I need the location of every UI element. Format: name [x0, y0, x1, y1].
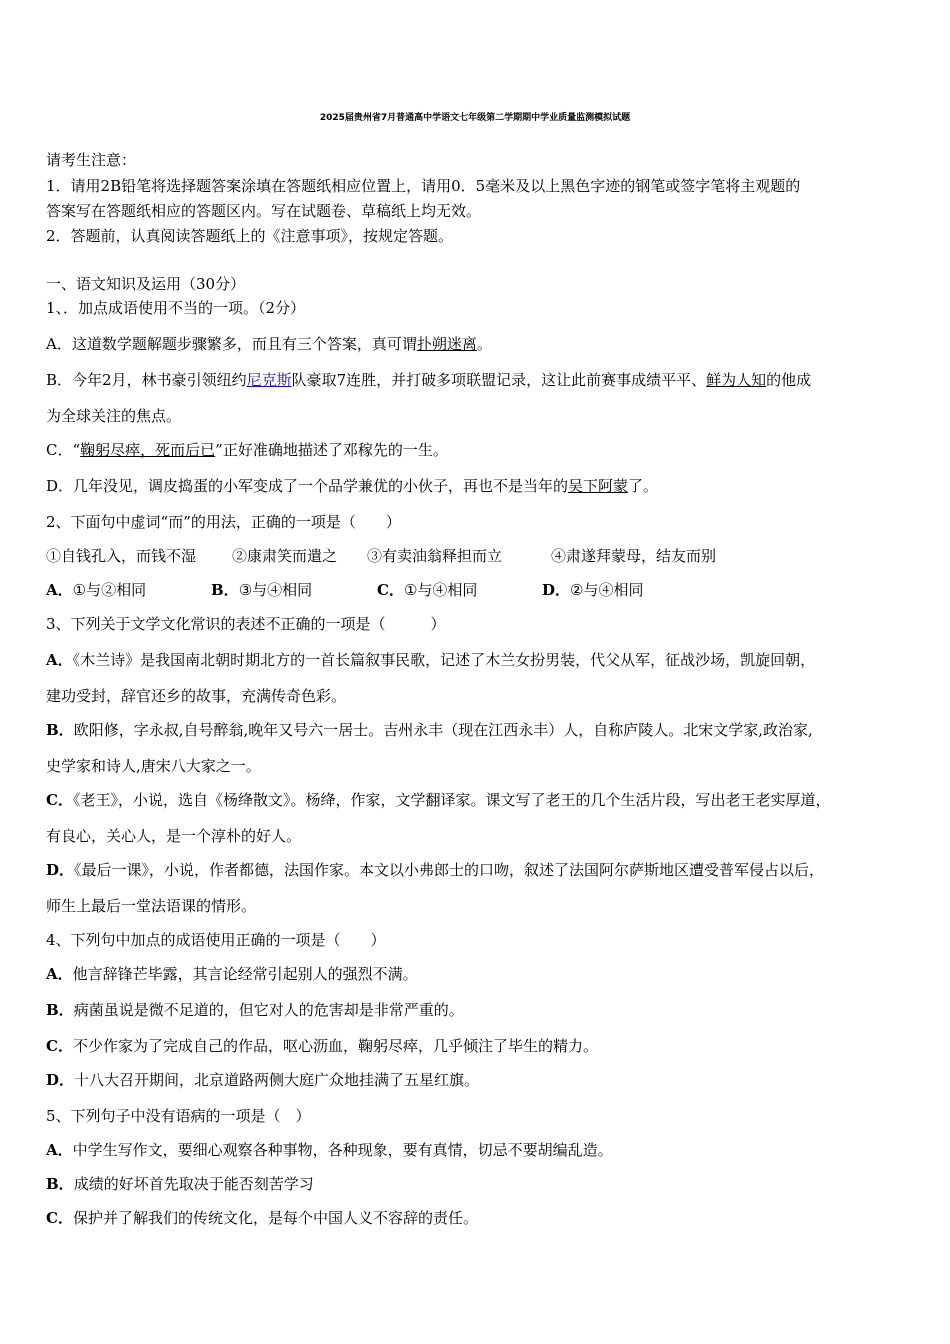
- q3-b-key: B．: [46, 721, 74, 739]
- q4-option-d: [46, 1070, 479, 1090]
- q3-option-c-line-2: 有良心，关心人，是一个淳朴的好人。: [46, 827, 302, 845]
- q1-option-a: [46, 334, 492, 354]
- q1-c-idiom: 鞠躬尽瘁，死而后已: [80, 441, 216, 459]
- q2-d-text: ②与④相同: [570, 581, 644, 599]
- q5-option-c: [46, 1208, 478, 1228]
- q3-c-line-1: 《老王》，小说，选自《杨绛散文》。杨绛，作家，文学翻译家。课文写了老王的几个生活片段，写出老王老实厚道，: [72, 791, 831, 809]
- q3-option-b-line-2: 史学家和诗人,唐宋八大家之一。: [46, 757, 261, 775]
- notice-item-1-line-1: 1．请用2B铅笔将选择题答案涂填在答题纸相应位置上，请用0．5毫米及以上黑色字迹的钢笔或签字笔将主观题的: [46, 177, 801, 195]
- q4-c-text: 不少作家为了完成自己的作品，呕心沥血，鞠躬尽瘁，几乎倾注了毕生的精力。: [72, 1037, 598, 1055]
- q5-b-key: B．: [46, 1175, 74, 1193]
- section-heading: 一、语文知识及运用（30分）: [46, 275, 246, 293]
- q3-option-a-line-2: 建功受封，辞官还乡的故事，充满传奇色彩。: [46, 687, 347, 705]
- q1-d-text: D．几年没见，调皮捣蛋的小军变成了一个品学兼优的小伙子，再也不是当年的: [46, 477, 569, 495]
- q3-option-a: [46, 650, 815, 670]
- q5-stem: 5、下列句子中没有语病的一项是（ ）: [46, 1107, 311, 1125]
- q4-stem: 4、下列句中加点的成语使用正确的一项是（ ）: [46, 931, 386, 949]
- q4-d-key: D．: [46, 1071, 75, 1089]
- q4-option-b: [46, 1000, 464, 1020]
- q3-option-d: [46, 860, 824, 880]
- q4-c-key: C．: [46, 1037, 73, 1055]
- q2-a-key: A．: [46, 581, 73, 599]
- q3-b-line-1: 欧阳修，字永叔,自号醉翁,晚年又号六一居士。吉州永丰（现在江西永丰）人，自称庐陵人。北宋文学家,政治家,: [73, 721, 813, 739]
- q4-a-key: A．: [46, 965, 73, 983]
- page-title: 2025届贵州省7月普通高中学语文七年级第二学期期中学业质量监测模拟试题: [319, 113, 631, 123]
- q2-c-key: C．: [377, 581, 404, 599]
- q2-option-d: [542, 580, 643, 600]
- q3-option-d-line-2: 师生上最后一堂法语课的情形。: [46, 897, 257, 915]
- q1-d-idiom: 吴下阿蒙: [568, 477, 629, 495]
- q2-options: [46, 580, 643, 600]
- q1-b-idiom: 鲜为人知: [706, 371, 767, 389]
- q2-option-a: [46, 580, 211, 600]
- q3-stem: 3、下列关于文学文化常识的表述不正确的一项是（ ）: [46, 615, 446, 633]
- q1-d-end: 了。: [628, 477, 659, 495]
- q3-a-key: A．: [46, 651, 73, 669]
- q1-a-text: A．这道数学题解题步骤繁多，而且有三个答案，真可谓: [46, 335, 417, 353]
- q3-option-b: [46, 720, 813, 740]
- q4-b-key: B．: [46, 1001, 74, 1019]
- q5-c-key: C．: [46, 1209, 73, 1227]
- q4-b-text: 病菌虽说是微不足道的，但它对人的危害却是非常严重的。: [73, 1001, 464, 1019]
- q3-a-line-1: 《木兰诗》是我国南北朝时期北方的一首长篇叙事民歌，记述了木兰女扮男装，代父从军，征战沙场，凯旋回朝，: [72, 651, 816, 669]
- notice-item-1-line-2: 答案写在答题纸相应的答题区内。写在试题卷、草稿纸上均无效。: [46, 202, 482, 220]
- q5-b-text: 成绩的好坏首先取决于能否刻苦学习: [73, 1175, 314, 1193]
- q3-d-key: D．: [46, 861, 75, 879]
- q1-option-b-line-2: 为全球关注的焦点。: [46, 407, 182, 425]
- q5-option-a: [46, 1140, 613, 1160]
- q1-option-d: [46, 476, 658, 496]
- q2-sentence-3: ③有卖油翁释担而立: [367, 547, 503, 565]
- q5-c-text: 保护并了解我们的传统文化，是每个中国人义不容辞的责任。: [72, 1209, 478, 1227]
- q5-a-text: 中学生写作文，要细心观察各种事物，各种现象，要有真情，切忌不要胡编乱造。: [72, 1141, 613, 1159]
- q3-d-line-1: 《最后一课》，小说，作者都德，法国作家。本文以小弗郎士的口吻，叙述了法国阿尔萨斯地区遭受普军侵占以后，: [74, 861, 825, 879]
- q2-b-key: B．: [211, 581, 239, 599]
- q5-a-key: A．: [46, 1141, 73, 1159]
- q4-option-c: [46, 1036, 598, 1056]
- q1-a-end: 。: [476, 335, 492, 353]
- q3-option-c: [46, 790, 830, 810]
- q2-sentence-2: ②康肃笑而遣之: [232, 547, 338, 565]
- q1-b-end: 的他成: [766, 371, 812, 389]
- q2-sentence-4: ④肃遂拜蒙母，结友而别: [551, 547, 717, 565]
- q1-option-c: [46, 440, 448, 460]
- q2-d-key: D．: [542, 581, 571, 599]
- q1-option-b: [46, 370, 811, 390]
- q1-c-text: C．“: [46, 441, 81, 459]
- q1-b-mid: 队豪取7连胜，并打破多项联盟记录，这让此前赛事成绩平平、: [291, 371, 707, 389]
- q4-option-a: [46, 964, 418, 984]
- q2-a-text: ①与②相同: [72, 581, 147, 599]
- notice-item-2: 2．答题前，认真阅读答题纸上的《注意事项》，按规定答题。: [46, 227, 454, 245]
- q2-option-c: [377, 580, 542, 600]
- q2-stem: 2、下面句中虚词“而”的用法，正确的一项是（ ）: [46, 513, 401, 531]
- q1-b-text: B．今年2月，林书豪引领纽约: [46, 371, 247, 389]
- q3-c-key: C．: [46, 791, 73, 809]
- q2-option-b: [211, 580, 377, 600]
- q2-sentences: [46, 546, 716, 566]
- q4-d-text: 十八大召开期间，北京道路两侧大庭广众地挂满了五星红旗。: [74, 1071, 480, 1089]
- notice-heading: 请考生注意：: [46, 151, 137, 169]
- q5-option-b: [46, 1174, 314, 1194]
- q1-c-end: ”正好准确地描述了邓稼先的一生。: [215, 441, 448, 459]
- q1-stem: 1、．加点成语使用不当的一项。（2分）: [46, 299, 306, 317]
- q1-a-idiom: 扑朔迷离: [416, 335, 477, 353]
- knicks-link[interactable]: 尼克斯: [246, 371, 292, 389]
- q2-sentence-1: ①自钱孔入，而钱不湿: [46, 547, 197, 565]
- q2-c-text: ①与④相同: [403, 581, 478, 599]
- q2-b-text: ③与④相同: [238, 581, 313, 599]
- q4-a-text: 他言辞锋芒毕露，其言论经常引起别人的强烈不满。: [72, 965, 418, 983]
